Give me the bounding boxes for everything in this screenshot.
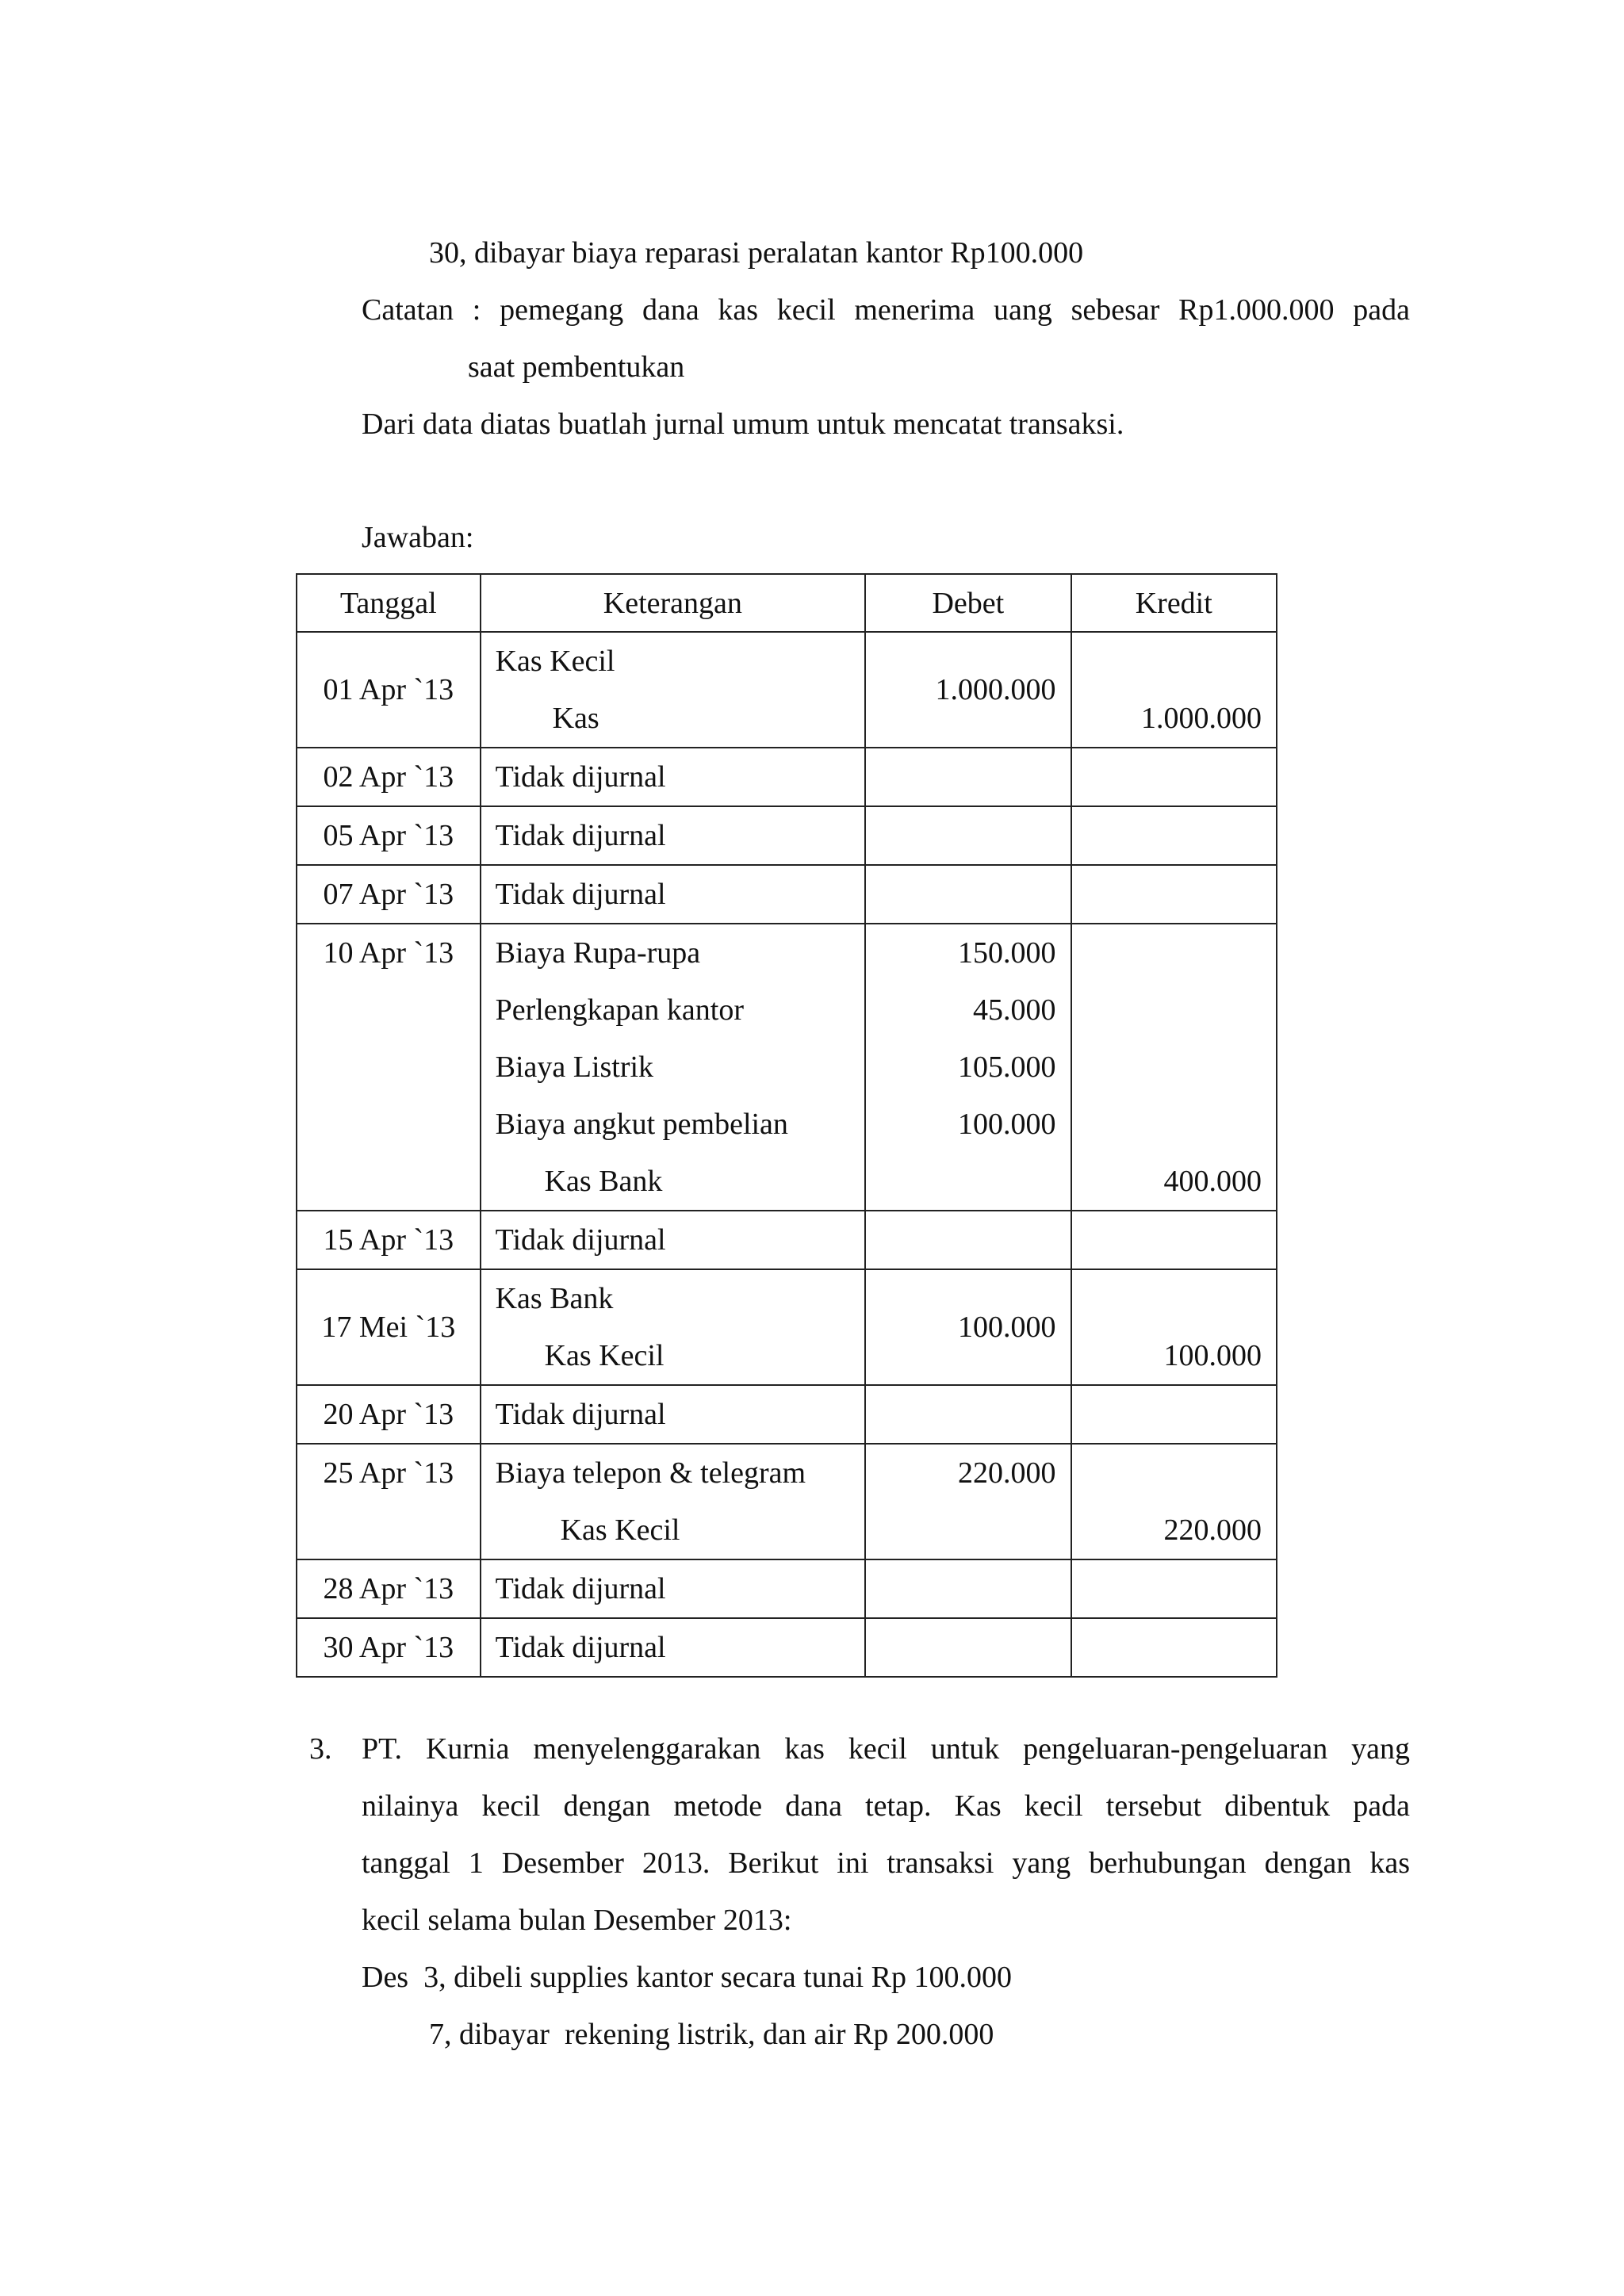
account-text: Tidak dijurnal [495, 1223, 666, 1257]
kredit-value: 100.000 [1163, 1339, 1262, 1372]
kredit-value: 1.000.000 [1141, 702, 1262, 735]
account-text: Kas Kecil [544, 1339, 665, 1372]
instruction-text: Dari data diatas buatlah jurnal umum untuk mencatat transaksi. [362, 408, 1124, 441]
account-text: Perlengkapan kantor [495, 993, 744, 1027]
jawaban-label: Jawaban: [362, 521, 474, 554]
table-row [297, 924, 1277, 1211]
keterangan-cell [481, 632, 866, 748]
account-text: Kas Bank [495, 1282, 614, 1315]
date-text: 17 Mei `13 [321, 1311, 456, 1344]
account-text: Tidak dijurnal [495, 1631, 666, 1664]
problem-text-line-2: nilainya kecil dengan metode dana tetap. Kas kecil tersebut dibentuk pada [362, 1789, 1410, 1823]
header-keterangan: Keterangan [481, 574, 866, 632]
date-text: 07 Apr `13 [323, 878, 454, 911]
table-header-row [297, 574, 1277, 632]
account-text: Biaya Listrik [495, 1050, 654, 1084]
date-text: 20 Apr `13 [323, 1398, 454, 1431]
transaction-line-des-7: 7, dibayar rekening listrik, dan air Rp 200.000 [429, 2018, 994, 2051]
debet-value: 105.000 [958, 1050, 1056, 1084]
problem-text-line-4: kecil selama bulan Desember 2013: [362, 1904, 792, 1937]
date-text: 01 Apr `13 [323, 673, 454, 706]
date-text: 15 Apr `13 [323, 1223, 454, 1257]
header-tanggal: Tanggal [297, 574, 481, 632]
date-text: 28 Apr `13 [323, 1572, 454, 1605]
account-text: Biaya angkut pembelian [495, 1108, 788, 1141]
header-debet: Debet [865, 574, 1071, 632]
kredit-value: 400.000 [1163, 1165, 1262, 1198]
header-kredit: Kredit [1071, 574, 1277, 632]
catatan-line-2: saat pembentukan [468, 350, 685, 384]
account-text: Biaya telepon & telegram [495, 1456, 806, 1490]
table-row [297, 1269, 1277, 1385]
problem-text-line-3: tanggal 1 Desember 2013. Berikut ini transaksi yang berhubungan dengan kas [362, 1846, 1410, 1880]
transaction-line-des-3: Des 3, dibeli supplies kantor secara tunai Rp 100.000 [362, 1961, 1013, 1994]
account-text: Kas Kecil [560, 1513, 680, 1547]
date-text: 25 Apr `13 [323, 1456, 454, 1490]
account-text: Tidak dijurnal [495, 1398, 666, 1431]
table-row [297, 1618, 1277, 1677]
account-text: Tidak dijurnal [495, 878, 666, 911]
table-row [297, 748, 1277, 806]
table-row [297, 632, 1277, 748]
table-row [297, 1385, 1277, 1444]
account-text: Tidak dijurnal [495, 1572, 666, 1605]
debet-value: 150.000 [958, 936, 1056, 970]
table-row [297, 865, 1277, 924]
kredit-cell [1071, 632, 1277, 748]
account-text: Tidak dijurnal [495, 760, 666, 794]
date-cell [297, 632, 481, 748]
problem-number: 3. [309, 1732, 332, 1766]
table-row [297, 1211, 1277, 1269]
date-text: 30 Apr `13 [323, 1631, 454, 1664]
problem-text-line-1: PT. Kurnia menyelenggarakan kas kecil untuk pengeluaran-pengeluaran yang [362, 1732, 1410, 1766]
debet-value: 220.000 [958, 1456, 1056, 1490]
date-text: 10 Apr `13 [323, 936, 454, 970]
transaction-line-30: 30, dibayar biaya reparasi peralatan kantor Rp100.000 [429, 236, 1084, 270]
date-text: 02 Apr `13 [323, 760, 454, 794]
debet-value: 1.000.000 [935, 673, 1056, 706]
debet-value: 100.000 [958, 1108, 1056, 1141]
account-text: Kas [552, 702, 599, 735]
debet-cell [865, 632, 1071, 748]
journal-table [296, 573, 1277, 1678]
kredit-value: 220.000 [1163, 1513, 1262, 1547]
account-text: Biaya Rupa-rupa [495, 936, 701, 970]
table-row [297, 806, 1277, 865]
debet-value: 45.000 [973, 993, 1056, 1027]
account-text: Kas Bank [544, 1165, 663, 1198]
account-text: Tidak dijurnal [495, 819, 666, 852]
catatan-line-1: Catatan : pemegang dana kas kecil menerima uang sebesar Rp1.000.000 pada [362, 293, 1410, 327]
account-text: Kas Kecil [495, 645, 615, 678]
debet-value: 100.000 [958, 1311, 1056, 1344]
debet-value [866, 1153, 1055, 1210]
date-text: 05 Apr `13 [323, 819, 454, 852]
table-row [297, 1444, 1277, 1559]
table-row [297, 1559, 1277, 1618]
